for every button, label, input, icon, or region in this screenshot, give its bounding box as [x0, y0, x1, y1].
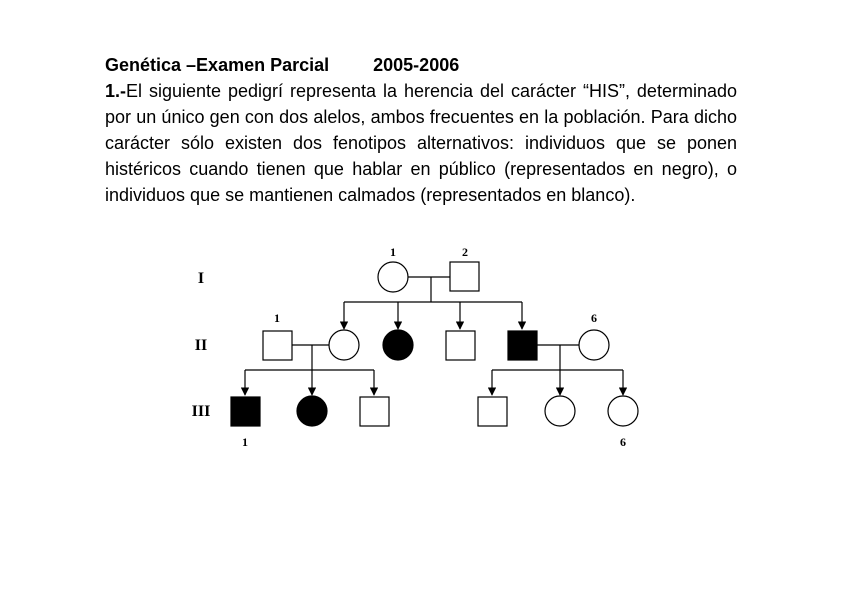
individual-III-5-female-unaffected: [545, 396, 575, 426]
individual-I-2-male-unaffected: [450, 262, 479, 291]
generation-I: [378, 245, 479, 292]
individual-III-4-male-unaffected: [478, 397, 507, 426]
exam-title: Genética –Examen Parcial: [105, 55, 330, 75]
individual-II-1-male-unaffected: [263, 331, 292, 360]
individual-II-2-female-unaffected: [329, 330, 359, 360]
individual-I-1-female-unaffected: [378, 262, 408, 292]
generation-label-I: I: [197, 270, 205, 287]
individual-II-4-male-unaffected: [446, 331, 475, 360]
individual-II-6-female-unaffected: [579, 330, 609, 360]
individual-label-III-6: 6: [620, 435, 626, 449]
exam-year: 2005-2006: [373, 55, 460, 75]
individual-label-I-1: 1: [390, 245, 396, 259]
individual-II-3-female-affected: [383, 330, 413, 360]
individual-III-1-male-affected: [231, 397, 260, 426]
generation-III: [231, 396, 638, 449]
individual-label-II-1: 1: [274, 311, 280, 325]
generation-label-II: II: [194, 337, 208, 354]
generation-II: [263, 311, 609, 360]
individual-III-3-male-unaffected: [360, 397, 389, 426]
individual-label-III-1: 1: [242, 435, 248, 449]
individual-II-5-male-affected: [508, 331, 537, 360]
question-text: El siguiente pedigrí representa la herencia del carácter “HIS”, determinado por un único gen con dos alelos, ambos frecuentes en la población. Para dicho carácter sólo existen dos fenotipos alternativos: individuos que se ponen histéricos cuando tienen que hablar en público (representados en negro), o individuos que se mantienen calmados (representados en blanco).: [105, 81, 737, 205]
individual-III-6-female-unaffected: [608, 396, 638, 426]
individual-label-I-2: 2: [462, 245, 468, 259]
descent-lines-I-to-II: [344, 277, 522, 329]
generation-label-III: III: [191, 403, 211, 420]
individual-III-2-female-affected: [297, 396, 327, 426]
individual-label-II-6: 6: [591, 311, 597, 325]
question-number: 1.-: [105, 81, 127, 101]
